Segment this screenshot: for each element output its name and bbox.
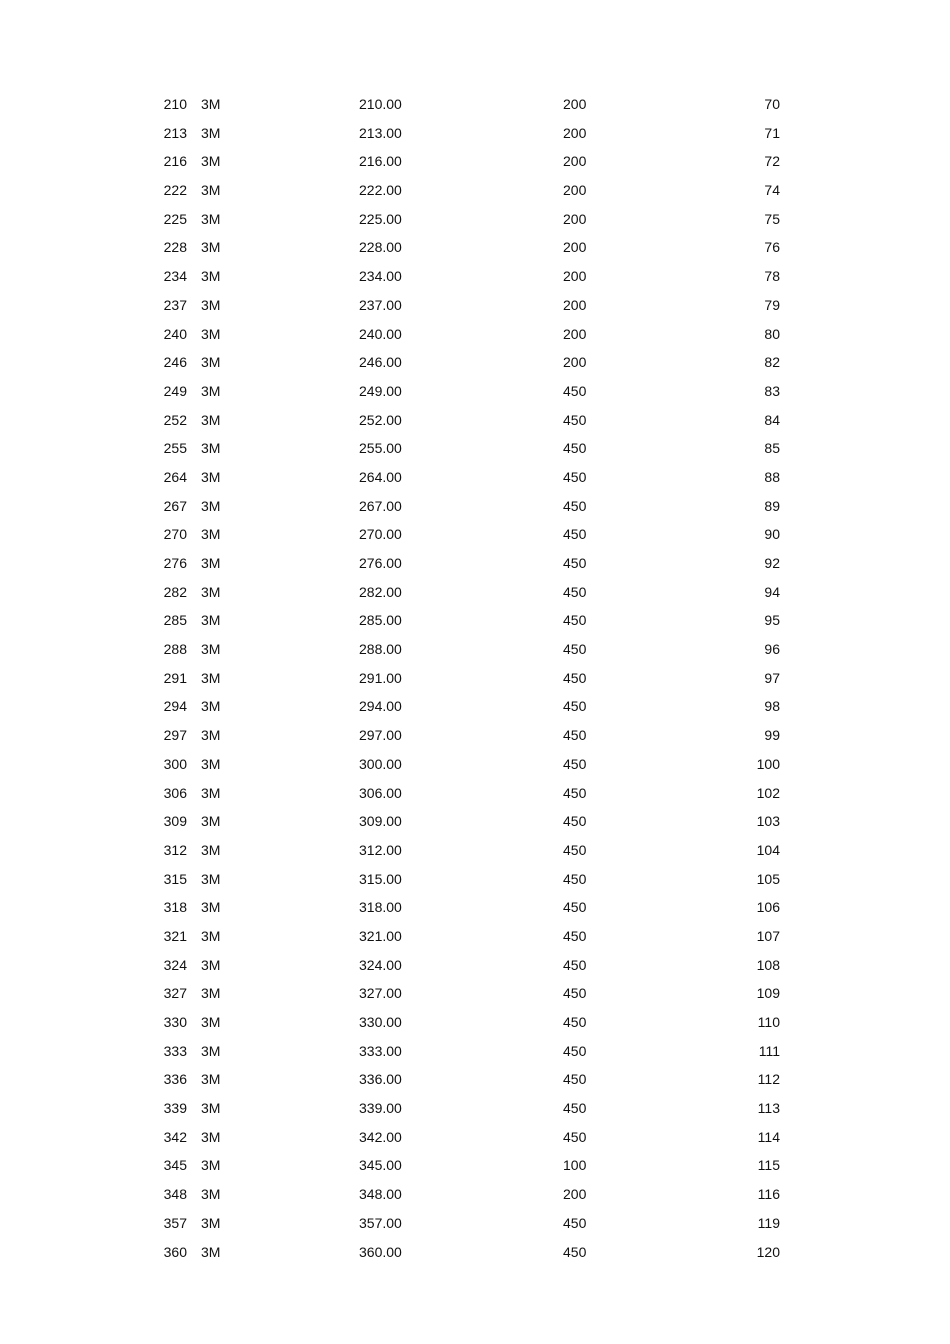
quantity-cell: 450 [563, 669, 587, 686]
quantity-cell: 450 [563, 641, 587, 658]
price-cell: 234.00 [359, 268, 402, 285]
count-cell: 78 [764, 268, 780, 285]
count-cell: 92 [764, 555, 780, 571]
row-id-cell: 264 [163, 468, 187, 485]
price-cell: 312.00 [359, 841, 402, 858]
table-row [0, 406, 950, 435]
price-cell: 300.00 [359, 755, 402, 772]
quantity-cell: 450 [563, 813, 587, 830]
brand-cell: 3M [201, 440, 221, 457]
count-cell: 84 [764, 411, 780, 428]
row-id-cell: 300 [163, 755, 187, 772]
table-row [0, 922, 950, 951]
brand-cell: 3M [201, 1186, 221, 1203]
brand-cell: 3M [201, 641, 221, 658]
count-cell: 97 [764, 669, 780, 686]
table-row [0, 750, 950, 779]
brand-cell: 3M [201, 1042, 221, 1059]
row-id-cell: 282 [163, 583, 187, 600]
price-cell: 285.00 [359, 612, 402, 629]
quantity-cell: 450 [563, 755, 587, 772]
quantity-cell: 200 [563, 153, 587, 170]
row-id-cell: 270 [163, 526, 187, 543]
brand-cell: 3M [201, 210, 221, 227]
price-cell: 309.00 [359, 813, 402, 830]
count-cell: 96 [764, 641, 780, 658]
brand-cell: 3M [201, 555, 221, 571]
data-table [0, 90, 950, 1266]
row-id-cell: 240 [163, 325, 187, 342]
table-row [0, 578, 950, 607]
price-cell: 306.00 [359, 784, 402, 801]
table-row [0, 520, 950, 549]
table-row [0, 549, 950, 578]
price-cell: 348.00 [359, 1186, 402, 1203]
table-row [0, 233, 950, 262]
price-cell: 330.00 [359, 1014, 402, 1030]
price-cell: 315.00 [359, 870, 402, 887]
quantity-cell: 450 [563, 440, 587, 457]
row-id-cell: 291 [163, 669, 187, 686]
row-id-cell: 318 [163, 899, 187, 916]
quantity-cell: 450 [563, 1128, 587, 1145]
count-cell: 112 [757, 1071, 780, 1088]
brand-cell: 3M [201, 1100, 221, 1117]
price-cell: 297.00 [359, 727, 402, 744]
price-cell: 228.00 [359, 239, 402, 256]
count-cell: 99 [764, 727, 780, 744]
brand-cell: 3M [201, 1071, 221, 1088]
price-cell: 210.00 [359, 96, 402, 112]
count-cell: 115 [757, 1157, 780, 1174]
price-cell: 249.00 [359, 382, 402, 399]
table-row [0, 176, 950, 205]
brand-cell: 3M [201, 784, 221, 801]
count-cell: 72 [764, 153, 780, 170]
table-row [0, 836, 950, 865]
count-cell: 79 [764, 296, 780, 313]
quantity-cell: 200 [563, 96, 587, 112]
count-cell: 95 [764, 612, 780, 629]
table-row [0, 807, 950, 836]
brand-cell: 3M [201, 727, 221, 744]
quantity-cell: 200 [563, 325, 587, 342]
row-id-cell: 255 [163, 440, 187, 457]
brand-cell: 3M [201, 325, 221, 342]
price-cell: 336.00 [359, 1071, 402, 1088]
brand-cell: 3M [201, 669, 221, 686]
brand-cell: 3M [201, 124, 221, 141]
count-cell: 74 [764, 182, 780, 199]
row-id-cell: 288 [163, 641, 187, 658]
brand-cell: 3M [201, 296, 221, 313]
quantity-cell: 450 [563, 899, 587, 916]
table-row [0, 893, 950, 922]
row-id-cell: 342 [163, 1128, 187, 1145]
quantity-cell: 450 [563, 583, 587, 600]
price-cell: 282.00 [359, 583, 402, 600]
brand-cell: 3M [201, 354, 221, 371]
count-cell: 107 [756, 927, 780, 944]
count-cell: 94 [764, 583, 780, 600]
quantity-cell: 450 [563, 555, 587, 571]
table-row [0, 262, 950, 291]
count-cell: 80 [764, 325, 780, 342]
brand-cell: 3M [201, 841, 221, 858]
table-row [0, 1209, 950, 1238]
count-cell: 70 [764, 96, 780, 112]
count-cell: 76 [764, 239, 780, 256]
brand-cell: 3M [201, 1243, 221, 1260]
table-row [0, 1037, 950, 1066]
brand-cell: 3M [201, 268, 221, 285]
brand-cell: 3M [201, 956, 221, 973]
price-cell: 357.00 [359, 1214, 402, 1231]
count-cell: 88 [764, 468, 780, 485]
count-cell: 113 [757, 1100, 780, 1117]
brand-cell: 3M [201, 927, 221, 944]
count-cell: 82 [764, 354, 780, 371]
price-cell: 222.00 [359, 182, 402, 199]
table-row [0, 1238, 950, 1267]
quantity-cell: 450 [563, 1014, 587, 1030]
table-row [0, 377, 950, 406]
row-id-cell: 213 [163, 124, 187, 141]
quantity-cell: 200 [563, 1186, 587, 1203]
row-id-cell: 360 [163, 1243, 187, 1260]
row-id-cell: 225 [163, 210, 187, 227]
quantity-cell: 450 [563, 468, 587, 485]
quantity-cell: 450 [563, 841, 587, 858]
price-cell: 345.00 [359, 1157, 402, 1174]
quantity-cell: 450 [563, 985, 587, 1002]
table-row [0, 1180, 950, 1209]
quantity-cell: 450 [563, 411, 587, 428]
table-row [0, 951, 950, 980]
brand-cell: 3M [201, 526, 221, 543]
table-row [0, 1123, 950, 1152]
count-cell: 98 [764, 698, 780, 715]
price-cell: 324.00 [359, 956, 402, 973]
price-cell: 264.00 [359, 468, 402, 485]
table-row [0, 979, 950, 1008]
brand-cell: 3M [201, 698, 221, 715]
brand-cell: 3M [201, 468, 221, 485]
row-id-cell: 222 [163, 182, 187, 199]
quantity-cell: 450 [563, 927, 587, 944]
table-row [0, 721, 950, 750]
brand-cell: 3M [201, 899, 221, 916]
table-row [0, 90, 950, 119]
table-row [0, 865, 950, 894]
price-cell: 342.00 [359, 1128, 402, 1145]
count-cell: 71 [764, 124, 780, 141]
count-cell: 83 [764, 382, 780, 399]
table-row [0, 1094, 950, 1123]
count-cell: 102 [756, 784, 780, 801]
table-row [0, 1008, 950, 1037]
quantity-cell: 100 [563, 1157, 587, 1174]
table-row [0, 119, 950, 148]
table-row [0, 635, 950, 664]
brand-cell: 3M [201, 153, 221, 170]
table-row [0, 1151, 950, 1180]
row-id-cell: 327 [163, 985, 187, 1002]
row-id-cell: 234 [163, 268, 187, 285]
count-cell: 119 [757, 1214, 780, 1231]
quantity-cell: 450 [563, 1243, 587, 1260]
quantity-cell: 450 [563, 784, 587, 801]
table-row [0, 147, 950, 176]
quantity-cell: 200 [563, 354, 587, 371]
price-cell: 327.00 [359, 985, 402, 1002]
row-id-cell: 336 [163, 1071, 187, 1088]
price-cell: 267.00 [359, 497, 402, 514]
row-id-cell: 249 [163, 382, 187, 399]
table-row [0, 492, 950, 521]
row-id-cell: 210 [163, 96, 187, 112]
price-cell: 288.00 [359, 641, 402, 658]
count-cell: 109 [756, 985, 780, 1002]
quantity-cell: 200 [563, 182, 587, 199]
row-id-cell: 312 [163, 841, 187, 858]
row-id-cell: 228 [163, 239, 187, 256]
brand-cell: 3M [201, 612, 221, 629]
row-id-cell: 252 [163, 411, 187, 428]
quantity-cell: 450 [563, 698, 587, 715]
table-row [0, 1065, 950, 1094]
brand-cell: 3M [201, 96, 221, 112]
quantity-cell: 450 [563, 1071, 587, 1088]
row-id-cell: 348 [163, 1186, 187, 1203]
brand-cell: 3M [201, 985, 221, 1002]
table-row [0, 692, 950, 721]
brand-cell: 3M [201, 813, 221, 830]
quantity-cell: 200 [563, 239, 587, 256]
count-cell: 111 [758, 1042, 780, 1059]
price-cell: 216.00 [359, 153, 402, 170]
row-id-cell: 309 [163, 813, 187, 830]
count-cell: 120 [756, 1243, 780, 1260]
count-cell: 100 [756, 755, 780, 772]
count-cell: 103 [756, 813, 780, 830]
row-id-cell: 246 [163, 354, 187, 371]
row-id-cell: 333 [163, 1042, 187, 1059]
table-row [0, 463, 950, 492]
brand-cell: 3M [201, 382, 221, 399]
quantity-cell: 450 [563, 382, 587, 399]
brand-cell: 3M [201, 1014, 221, 1030]
row-id-cell: 321 [163, 927, 187, 944]
price-cell: 360.00 [359, 1243, 402, 1260]
row-id-cell: 339 [163, 1100, 187, 1117]
row-id-cell: 297 [163, 727, 187, 744]
brand-cell: 3M [201, 497, 221, 514]
brand-cell: 3M [201, 411, 221, 428]
table-row [0, 779, 950, 808]
quantity-cell: 450 [563, 727, 587, 744]
price-cell: 240.00 [359, 325, 402, 342]
quantity-cell: 450 [563, 1100, 587, 1117]
price-cell: 339.00 [359, 1100, 402, 1117]
brand-cell: 3M [201, 583, 221, 600]
price-cell: 252.00 [359, 411, 402, 428]
brand-cell: 3M [201, 755, 221, 772]
table-row [0, 606, 950, 635]
quantity-cell: 450 [563, 612, 587, 629]
row-id-cell: 285 [163, 612, 187, 629]
quantity-cell: 200 [563, 124, 587, 141]
row-id-cell: 306 [163, 784, 187, 801]
price-cell: 237.00 [359, 296, 402, 313]
count-cell: 105 [756, 870, 780, 887]
count-cell: 75 [764, 210, 780, 227]
count-cell: 90 [764, 526, 780, 543]
price-cell: 318.00 [359, 899, 402, 916]
count-cell: 85 [764, 440, 780, 457]
row-id-cell: 315 [163, 870, 187, 887]
count-cell: 116 [757, 1186, 780, 1203]
row-id-cell: 324 [163, 956, 187, 973]
price-cell: 294.00 [359, 698, 402, 715]
row-id-cell: 294 [163, 698, 187, 715]
quantity-cell: 200 [563, 268, 587, 285]
table-row [0, 434, 950, 463]
row-id-cell: 237 [163, 296, 187, 313]
price-cell: 276.00 [359, 555, 402, 571]
table-row [0, 348, 950, 377]
table-row [0, 320, 950, 349]
row-id-cell: 357 [163, 1214, 187, 1231]
brand-cell: 3M [201, 1214, 221, 1231]
brand-cell: 3M [201, 239, 221, 256]
quantity-cell: 450 [563, 956, 587, 973]
count-cell: 106 [756, 899, 780, 916]
count-cell: 114 [757, 1128, 780, 1145]
row-id-cell: 330 [163, 1014, 187, 1030]
price-cell: 321.00 [359, 927, 402, 944]
brand-cell: 3M [201, 182, 221, 199]
row-id-cell: 345 [163, 1157, 187, 1174]
count-cell: 89 [764, 497, 780, 514]
row-id-cell: 267 [163, 497, 187, 514]
quantity-cell: 200 [563, 296, 587, 313]
quantity-cell: 450 [563, 497, 587, 514]
quantity-cell: 450 [563, 1042, 587, 1059]
count-cell: 104 [756, 841, 780, 858]
brand-cell: 3M [201, 870, 221, 887]
table-row [0, 205, 950, 234]
count-cell: 110 [757, 1014, 780, 1030]
price-cell: 246.00 [359, 354, 402, 371]
quantity-cell: 200 [563, 210, 587, 227]
brand-cell: 3M [201, 1157, 221, 1174]
brand-cell: 3M [201, 1128, 221, 1145]
table-row [0, 291, 950, 320]
quantity-cell: 450 [563, 526, 587, 543]
row-id-cell: 276 [163, 555, 187, 571]
price-cell: 225.00 [359, 210, 402, 227]
price-cell: 270.00 [359, 526, 402, 543]
price-cell: 213.00 [359, 124, 402, 141]
table-row [0, 664, 950, 693]
price-cell: 333.00 [359, 1042, 402, 1059]
quantity-cell: 450 [563, 870, 587, 887]
row-id-cell: 216 [163, 153, 187, 170]
price-cell: 255.00 [359, 440, 402, 457]
quantity-cell: 450 [563, 1214, 587, 1231]
price-cell: 291.00 [359, 669, 402, 686]
count-cell: 108 [756, 956, 780, 973]
